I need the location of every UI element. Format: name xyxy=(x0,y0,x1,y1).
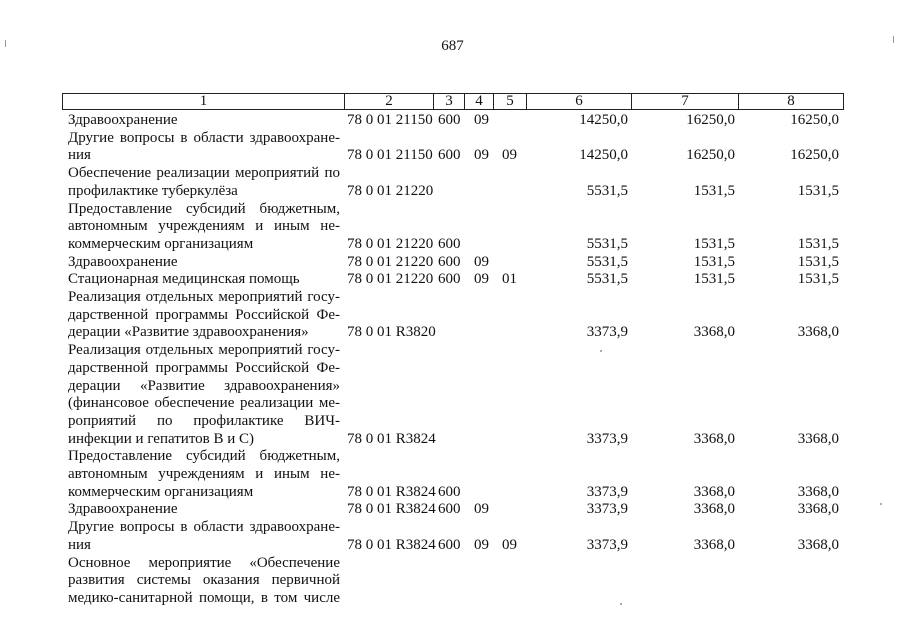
code-cell: 78 0 01 21220 xyxy=(347,271,434,288)
row-label-text: дерации «Развитие здравоохранения» xyxy=(68,377,340,394)
row-label-text: дарственной программы Российской Фе- xyxy=(68,359,340,376)
code-cell: 78 0 01 21220 xyxy=(347,182,434,199)
column-header-3: 3 xyxy=(433,93,465,110)
amount-col6-cell: 3373,9 xyxy=(586,430,628,447)
amount-col7-cell: 16250,0 xyxy=(686,147,735,164)
amount-col8-cell: 3368,0 xyxy=(797,324,839,341)
amount-col8-cell: 1531,5 xyxy=(797,235,839,252)
row-label-text: роприятий по профилактике ВИЧ- xyxy=(68,412,340,429)
amount-col8-cell: 1531,5 xyxy=(797,182,839,199)
amount-col8-cell: 3368,0 xyxy=(797,536,839,553)
row-label-text: Другие вопросы в области здравоохране- xyxy=(68,519,340,536)
row-label-text: Здравоохранение xyxy=(68,501,178,518)
column-header-4: 4 xyxy=(464,93,494,110)
amount-col7-cell: 1531,5 xyxy=(693,271,735,288)
amount-col6-cell: 5531,5 xyxy=(586,235,628,252)
row-label-text: Реализация отдельных мероприятий госу- xyxy=(68,342,340,359)
amount-col6-cell: 5531,5 xyxy=(586,271,628,288)
amount-col6-cell: 3373,9 xyxy=(586,324,628,341)
row-label-text: дерации «Развитие здравоохранения» xyxy=(68,324,309,341)
amount-col7-cell: 3368,0 xyxy=(693,483,735,500)
amount-col7-cell: 3368,0 xyxy=(693,324,735,341)
row-label-text: Реализация отдельных мероприятий госу- xyxy=(68,289,340,305)
expense-type-cell: 600 xyxy=(438,112,461,128)
code-cell: 78 0 01 R3824 xyxy=(347,430,436,447)
code-cell: 78 0 01 R3820 xyxy=(347,324,436,341)
row-label-text: Предоставление субсидий бюджетным, xyxy=(68,200,340,217)
scan-mark xyxy=(5,40,6,47)
code-cell: 78 0 01 R3824 xyxy=(347,536,436,553)
row-label-text: автономным учреждениям и иным не- xyxy=(68,466,340,482)
expense-type-cell: 600 xyxy=(438,536,461,553)
row-label-text: Стационарная медицинская помощь xyxy=(68,271,300,288)
section-cell: 09 xyxy=(474,271,489,288)
subsection-cell: 09 xyxy=(502,147,517,164)
amount-col7-cell: 3368,0 xyxy=(693,536,735,553)
subsection-cell: 09 xyxy=(502,536,517,553)
amount-col7-cell: 1531,5 xyxy=(693,182,735,199)
row-label-text: Здравоохранение xyxy=(68,112,178,128)
amount-col6-cell: 5531,5 xyxy=(586,253,628,270)
amount-col7-cell: 1531,5 xyxy=(693,253,735,270)
code-cell: 78 0 01 21220 xyxy=(347,253,434,270)
amount-col8-cell: 3368,0 xyxy=(797,430,839,447)
expense-type-cell: 600 xyxy=(438,235,461,252)
amount-col6-cell: 5531,5 xyxy=(586,182,628,199)
column-header-1: 1 xyxy=(62,93,345,110)
row-label-text: Предоставление субсидий бюджетным, xyxy=(68,448,340,465)
section-cell: 09 xyxy=(474,112,489,128)
column-header-8: 8 xyxy=(738,93,844,110)
expense-type-cell: 600 xyxy=(438,501,461,518)
scan-mark xyxy=(893,36,894,43)
amount-col6-cell: 3373,9 xyxy=(586,501,628,518)
row-label-text: дарственной программы Российской Фе- xyxy=(68,306,340,323)
expense-type-cell: 600 xyxy=(438,483,461,500)
row-label-text: (финансовое обеспечение реализации ме- xyxy=(68,395,340,412)
scan-speck xyxy=(620,603,622,605)
column-header-2: 2 xyxy=(344,93,434,110)
page-number: 687 xyxy=(441,38,464,54)
code-cell: 78 0 01 21220 xyxy=(347,235,434,252)
amount-col6-cell: 3373,9 xyxy=(586,483,628,500)
amount-col7-cell: 3368,0 xyxy=(693,501,735,518)
scan-speck xyxy=(600,350,602,352)
amount-col8-cell: 16250,0 xyxy=(790,112,839,128)
expense-type-cell: 600 xyxy=(438,147,461,164)
amount-col8-cell: 16250,0 xyxy=(790,147,839,164)
code-cell: 78 0 01 R3824 xyxy=(347,483,436,500)
scan-speck xyxy=(880,503,882,505)
amount-col6-cell: 3373,9 xyxy=(586,536,628,553)
section-cell: 09 xyxy=(474,501,489,518)
row-label-text: медико-санитарной помощи, в том числе xyxy=(68,589,340,606)
amount-col8-cell: 3368,0 xyxy=(797,483,839,500)
section-cell: 09 xyxy=(474,536,489,553)
row-label-text: Обеспечение реализации мероприятий по xyxy=(68,165,340,182)
section-cell: 09 xyxy=(474,253,489,270)
row-label-text: ния xyxy=(68,147,91,164)
amount-col6-cell: 14250,0 xyxy=(579,147,628,164)
column-header-6: 6 xyxy=(526,93,632,110)
section-cell: 09 xyxy=(474,147,489,164)
expense-type-cell: 600 xyxy=(438,253,461,270)
row-label-text: ния xyxy=(68,536,91,553)
row-label-text: Другие вопросы в области здравоохране- xyxy=(68,129,340,146)
amount-col7-cell: 3368,0 xyxy=(693,430,735,447)
amount-col8-cell: 3368,0 xyxy=(797,501,839,518)
row-label-text: коммерческим организациям xyxy=(68,483,254,500)
row-label-text: профилактике туберкулёза xyxy=(68,182,238,199)
code-cell: 78 0 01 R3824 xyxy=(347,501,436,518)
row-label-text: автономным учреждениям и иным не- xyxy=(68,218,340,235)
code-cell: 78 0 01 21150 xyxy=(347,147,433,164)
amount-col8-cell: 1531,5 xyxy=(797,271,839,288)
row-label-text: Здравоохранение xyxy=(68,253,178,270)
amount-col8-cell: 1531,5 xyxy=(797,253,839,270)
amount-col7-cell: 16250,0 xyxy=(686,112,735,128)
subsection-cell: 01 xyxy=(502,271,517,288)
column-header-5: 5 xyxy=(493,93,527,110)
row-label-text: Основное мероприятие «Обеспечение xyxy=(68,554,340,571)
amount-col6-cell: 14250,0 xyxy=(579,112,628,128)
row-label-text: коммерческим организациям xyxy=(68,235,254,252)
code-cell: 78 0 01 21150 xyxy=(347,112,433,128)
row-label-text: инфекции и гепатитов В и С) xyxy=(68,430,255,447)
amount-col7-cell: 1531,5 xyxy=(693,235,735,252)
expense-type-cell: 600 xyxy=(438,271,461,288)
column-header-7: 7 xyxy=(631,93,739,110)
row-label-text: развития системы оказания первичной xyxy=(68,572,340,589)
